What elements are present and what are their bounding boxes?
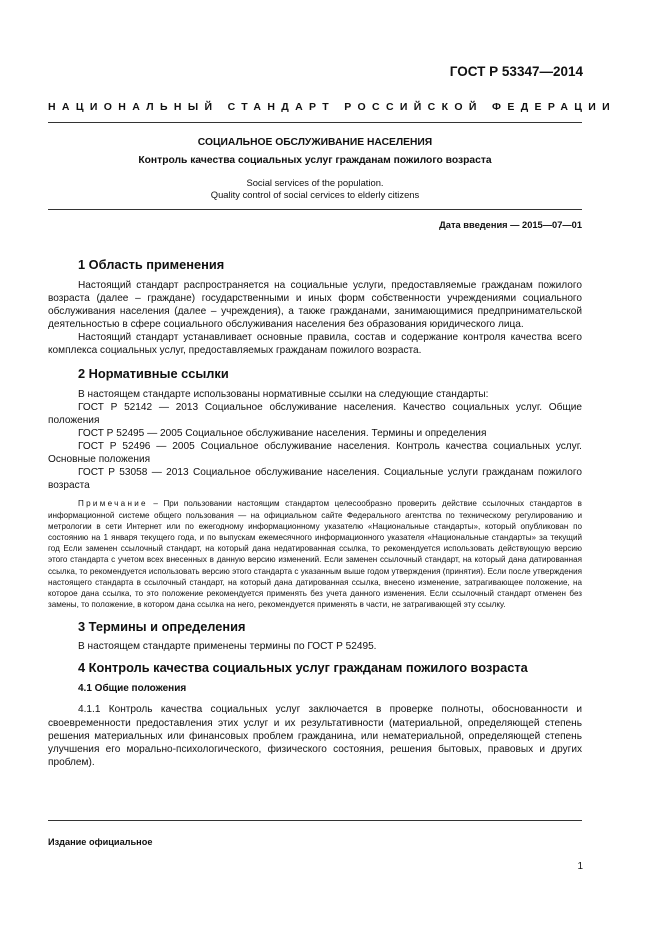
- document-body: [48, 256, 582, 769]
- title-divider: [48, 209, 582, 210]
- section-3-heading: 3 Термины и определения: [78, 619, 246, 635]
- section-1-paragraph-1: Настоящий стандарт распространяется на социальные услуги, предоставляемые гражданам пожилого возраста (далее – граждане) государственными и иных форм собственности учреждениями социального обслуживания населения (далее – учреждения), а также гражданами, занимающимися предпринимательской деятельностью в сфере социального обслуживания населения без образования юридического лица.: [48, 280, 582, 331]
- section-1-heading: 1 Область применения: [78, 257, 225, 272]
- normative-reference: ГОСТ Р 52496 — 2005 Социальное обслуживание населения. Контроль качества социальных услуг. Основные положения: [48, 440, 582, 466]
- footer-divider: [48, 820, 582, 821]
- section-4-paragraph: 4.1.1 Контроль качества социальных услуг заключается в проверке полноты, обоснованности и своевременности предоставления этих услуг и их результативности (материальной, определяющей степень решения материальных или финансовых проблем гражданина, или нематериальной, определяющей степень улучшения его морально-психологического, физического состояния, решения бытовых, правовых и других проблем).: [48, 704, 582, 768]
- document-subtitle: Контроль качества социальных услуг гражданам пожилого возраста: [138, 155, 492, 166]
- national-standard-banner: НАЦИОНАЛЬНЫЙ СТАНДАРТ РОССИЙСКОЙ ФЕДЕРАЦИИ: [48, 101, 617, 113]
- note-text: – При пользовании настоящим стандартом целесообразно проверить действие ссылочных стандартов в информационной системе общего пользования — на официальном сайте Федерального агентства по техническому регулированию и метрологии в сети Интернет или по ежегодному информационному указателю «Национальные стандарты», который опубликован по состоянию на 1 января текущего года, и по выпускам ежемесячного информационного указателя «Национальные стандарты» за текущий год Если заменен ссылочный стандарт, на который дана недатированная ссылка, то рекомендуется использовать действующую версию этого стандарта с учетом всех внесенных в данную версию изменений. Если заменен ссылочный стандарт, на который дана датированная ссылка, то рекомендуется использовать версию этого стандарта с указанным выше годом утверждения (принятия). Если после утверждения настоящего стандарта в ссылочный стандарт, на который дана датированная ссылка, внесено изменение, затрагивающее положение, на которое дана ссылка, то это положение рекомендуется применять без учета данного изменения. Если ссылочный стандарт отменен без замены, то положение, в котором дана ссылка на него, рекомендуется применять в части, не затрагивающей эту ссылку.: [48, 499, 582, 610]
- english-title: [48, 177, 582, 201]
- section-2-note: [48, 498, 582, 610]
- standard-code: ГОСТ Р 53347—2014: [449, 64, 583, 79]
- section-3-paragraph: В настоящем стандарте применены термины по ГОСТ Р 52495.: [78, 641, 377, 653]
- normative-reference: ГОСТ Р 52142 — 2013 Социальное обслуживание населения. Качество социальных услуг. Общие положения: [48, 401, 582, 426]
- document-title: СОЦИАЛЬНОЕ ОБСЛУЖИВАНИЕ НАСЕЛЕНИЯ: [197, 137, 433, 148]
- header-divider: [48, 122, 582, 123]
- english-title-line2: Quality control of social cervices to elderly citizens: [210, 189, 420, 200]
- section-1-paragraph-2: Настоящий стандарт устанавливает основные правила, состав и содержание контроля качества всего комплекса социальных услуг, предоставляемых гражданам пожилого возраста.: [48, 332, 582, 357]
- english-title-line1: Social services of the population.: [246, 177, 384, 188]
- introduction-date: Дата введения — 2015—07—01: [439, 220, 582, 230]
- official-edition-label: Издание официальное: [48, 837, 153, 847]
- page-number: 1: [577, 861, 583, 872]
- normative-reference: ГОСТ Р 52495 — 2005 Социальное обслуживание населения. Термины и определения: [78, 427, 487, 439]
- section-2-heading: 2 Нормативные ссылки: [78, 365, 229, 381]
- note-label: Примечание: [78, 499, 148, 509]
- normative-reference: ГОСТ Р 53058 — 2013 Социальное обслуживание населения. Социальные услуги гражданам пожилого возраста: [48, 467, 582, 492]
- section-2-intro: В настоящем стандарте использованы нормативные ссылки на следующие стандарты:: [78, 388, 489, 400]
- subsection-4-1-heading: 4.1 Общие положения: [78, 683, 187, 695]
- section-4-heading: 4 Контроль качества социальных услуг гражданам пожилого возраста: [78, 660, 528, 676]
